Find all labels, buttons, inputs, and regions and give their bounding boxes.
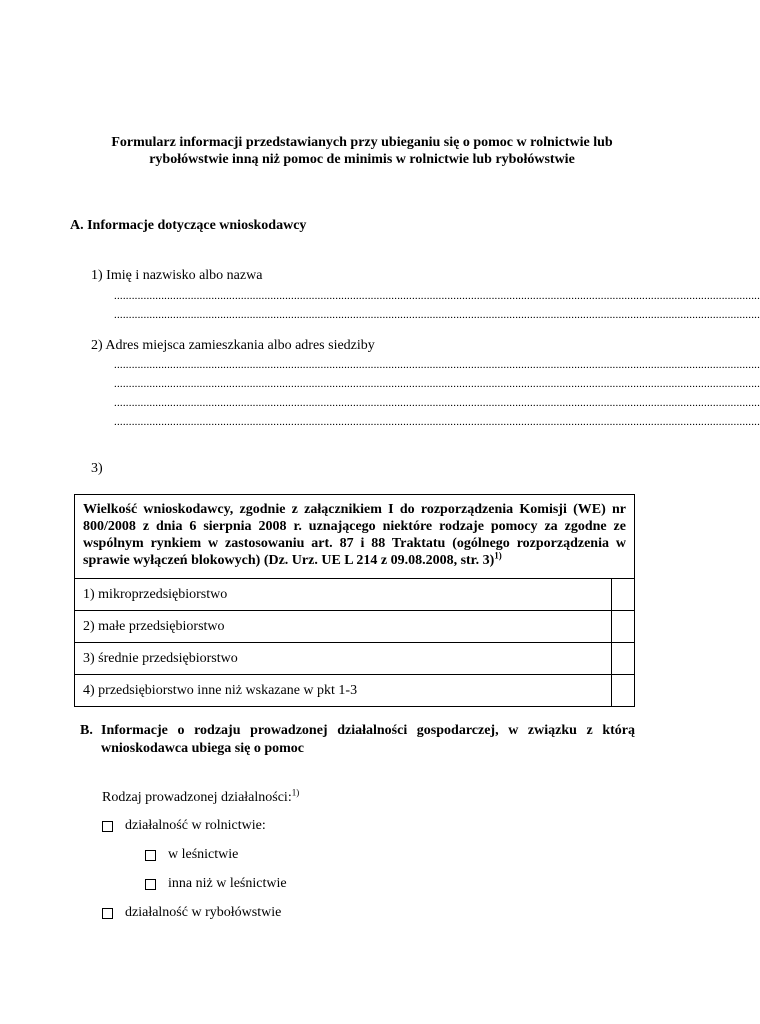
section-a-heading: A. Informacje dotyczące wnioskodawcy [70,218,307,233]
activity-type-text: Rodzaj prowadzonej działalności: [102,790,292,805]
option-fishery[interactable] [102,905,281,921]
option-agriculture[interactable] [102,818,266,834]
checkbox-non-forestry[interactable] [145,879,156,890]
fill-line[interactable]: ........................................................................................................................................................................................................................... [114,378,760,390]
size-option-checkbox[interactable] [612,643,635,675]
footnote-ref: 1) [291,787,300,798]
option-non-forestry-label: inna niż w leśnictwie [168,876,287,891]
section-b-heading [80,722,635,758]
size-option-checkbox[interactable] [612,611,635,643]
activity-type-label [102,787,300,806]
item-2-label: 2) Adres miejsca zamieszkania albo adres siedziby [91,338,375,353]
option-non-forestry[interactable] [145,876,287,892]
fill-line[interactable]: ........................................................................................................................................................................................................................... [114,416,760,428]
checkbox-forestry[interactable] [145,850,156,861]
fill-line[interactable]: ........................................................................................................................................................................................................................... [114,290,760,302]
fill-line[interactable]: ........................................................................................................................................................................................................................... [114,309,760,321]
option-forestry-label: w leśnictwie [168,847,239,862]
option-agriculture-label: działalność w rolnictwie: [125,818,266,833]
fill-line[interactable]: ........................................................................................................................................................................................................................... [114,359,760,371]
size-table-header [75,495,635,579]
size-option-label: 3) średnie przedsiębiorstwo [75,643,612,675]
option-fishery-label: działalność w rybołówstwie [125,905,282,920]
applicant-size-table [74,494,635,707]
item-1-label: 1) Imię i nazwisko albo nazwa [91,268,263,283]
size-option-checkbox[interactable] [612,675,635,707]
size-option-checkbox[interactable] [612,579,635,611]
section-b-heading-text: Informacje o rodzaju prowadzonej działalności gospodarczej, w związku z którą wnioskodawca ubiega się o pomoc [101,723,635,756]
item-3-label: 3) [91,461,103,476]
size-table-header-text: Wielkość wnioskodawcy, zgodnie z załącznikiem I do rozporządzenia Komisji (WE) nr 800/2008 z dnia 6 sierpnia 2008 r. uznającego niektóre rodzaje pomocy za zgodne ze wspólnym rynkiem w zastosowaniu art. 87 i 88 Traktatu (ogólnego rozporządzenia w sprawie wyłączeń blokowych) (Dz. Urz. UE L 214 z 09.08.2008, str. 3) [83,502,626,568]
section-b-number: B. [80,723,93,738]
size-option-label: 2) małe przedsiębiorstwo [75,611,612,643]
fill-line[interactable]: ........................................................................................................................................................................................................................... [114,397,760,409]
option-forestry[interactable] [145,847,238,863]
checkbox-fishery[interactable] [102,908,113,919]
size-option-label: 4) przedsiębiorstwo inne niż wskazane w pkt 1-3 [75,675,612,707]
form-title: Formularz informacji przedstawianych przy ubieganiu się o pomoc w rolnictwie lub rybołówstwie inną niż pomoc de minimis w rolnictwie lub rybołówstwie [111,135,613,167]
footnote-ref: 1) [494,550,502,561]
size-option-label: 1) mikroprzedsiębiorstwo [75,579,612,611]
checkbox-agriculture[interactable] [102,821,113,832]
